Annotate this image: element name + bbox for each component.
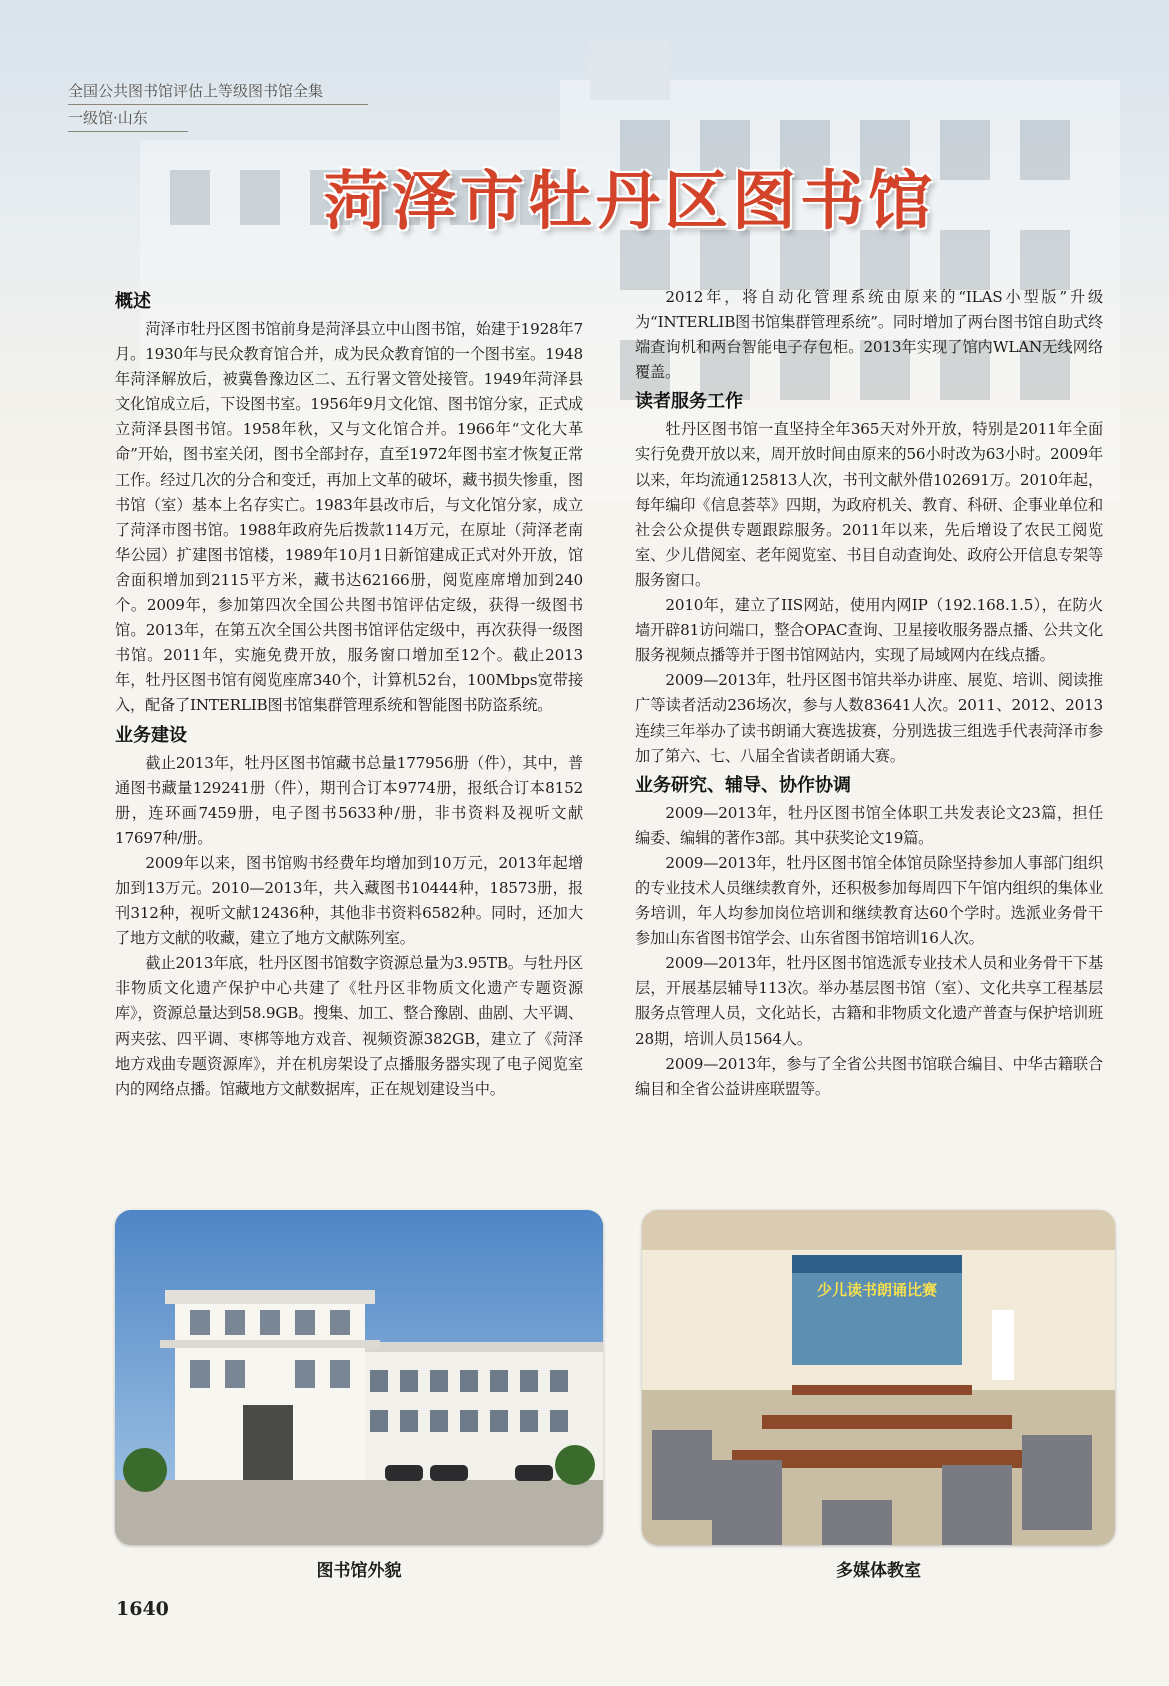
section-heading-reader-service: 读者服务工作 — [635, 391, 743, 413]
section-heading-research: 业务研究、辅导、协作协调 — [635, 774, 851, 796]
multimedia-classroom-photo — [642, 1210, 1115, 1545]
paragraph: 2010年，建立了IIS网站，使用内网IP（192.168.1.5），在防火墙开辟81访问端口，整合OPAC查询、卫星接收服务器点播、公共文化服务视频点播等并于图书馆网站内，实现了局域网内在线点播。 — [635, 596, 1103, 665]
paragraph: 2012年，将自动化管理系统由原来的“ILAS小型版”升级为“INTERLIB图书馆集群管理系统”。同时增加了两台图书馆自助式终端查询机和两台智能电子存包柜。2013年实现了馆内WLAN无线网络覆盖。 — [635, 288, 1103, 382]
series-title: 全国公共图书馆评估上等级图书馆全集 — [68, 78, 368, 105]
photo-caption-classroom: 多媒体教室 — [836, 1561, 921, 1581]
paragraph: 2009—2013年，参与了全省公共图书馆联合编目、中华古籍联合编目和全省公益讲座联盟等。 — [635, 1054, 1103, 1098]
paragraph: 截止2013年，牡丹区图书馆藏书总量177956册（件），其中，普通图书藏量129241册（件），期刊合订本9774册，报纸合订本8152册，连环画7459册，电子图书5633种/册，非书资料及视听文献17697种/册。 — [115, 753, 583, 847]
paragraph: 菏泽市牡丹区图书馆前身是菏泽县立中山图书馆，始建于1928年7月。1930年与民众教育馆合并，成为民众教育馆的一个图书室。1948年菏泽解放后，被冀鲁豫边区二、五行署文管处接管。1949年菏泽县文化馆成立后，下设图书室。1956年9月文化馆、图书馆分家，正式成立菏泽县图书馆。1958年秋，又与文化馆合并。1966年“文化大革命”开始，图书室关闭，图书全部封存，直至1972年图书室才恢复正常工作。经过几次的分合和变迁，再加上文革的破坏，藏书损失惨重，图书馆（室）基本上名存实亡。1983年县改市后，与文化馆分家，成立了菏泽市图书馆。1988年政府先后拨款114万元，在原址（菏泽老南华公园）扩建图书馆楼，1989年10月1日新馆建成正式对外开放，馆舍面积增加到2115平方米，藏书达62166册，阅览座席增加到240个。2009年，参加第四次全国公共图书馆评估定级，获得一级图书馆。2013年，在第五次全国公共图书馆评估定级中，再次获得一级图书馆。2011年，实施免费开放，服务窗口增加至12个。截止2013年，牡丹区图书馆有阅览座席340个，计算机52台，100Mbps宽带接入，配备了INTERLIB图书馆集群管理系统和智能图书防盗系统。 — [115, 320, 583, 715]
section-heading-business: 业务建设 — [115, 724, 187, 746]
section-heading-overview: 概述 — [115, 291, 151, 312]
paragraph: 2009—2013年，牡丹区图书馆全体馆员除坚持参加人事部门组织的专业技术人员继续教育外，还积极参加每周四下午馆内组织的集体业务培训，年人均参加岗位培训和继续教育达60个学时。选派业务骨干参加山东省图书馆学会、山东省图书馆培训16人次。 — [635, 853, 1103, 948]
page-number: 1640 — [116, 1598, 169, 1620]
photo-caption-exterior: 图书馆外貌 — [316, 1561, 402, 1581]
paragraph: 2009—2013年，牡丹区图书馆共举办讲座、展览、培训、阅读推广等读者活动236场次，参与人数83641人次。2011、2012、2013连续三年举办了读书朗诵大赛选拔赛，分别选拔三组选手代表菏泽市参加了第六、七、八届全省读者朗诵大赛。 — [635, 671, 1103, 765]
page-title: 菏泽市牡丹区图书馆 — [324, 165, 936, 239]
library-exterior-photo — [115, 1210, 603, 1545]
paragraph: 牡丹区图书馆一直坚持全年365天对外开放，特别是2011年全面实行免费开放以来，周开放时间由原来的56小时改为63小时。2009年以来，年均流通125813人次，书刊文献外借102691万。2010年起，每年编印《信息荟萃》四期，为政府机关、教育、科研、企事业单位和社会公众提供专题跟踪服务。2011年以来，先后增设了农民工阅览室、少儿借阅室、老年阅览室、书目自动查询处、政府公开信息专架等服务窗口。 — [635, 420, 1103, 589]
category-label: 一级馆·山东 — [68, 105, 188, 132]
running-head — [68, 78, 368, 132]
paragraph: 2009年以来，图书馆购书经费年均增加到10万元，2013年起增加到13万元。2010—2013年，共入藏图书10444种，18573册，报刊312种，视听文献12436种，其他非书资料6582种。同时，还加大了地方文献的收藏，建立了地方文献陈列室。 — [115, 853, 583, 948]
paragraph: 2009—2013年，牡丹区图书馆全体职工共发表论文23篇，担任编委、编辑的著作3部。其中获奖论文19篇。 — [635, 803, 1103, 847]
banner-text: 少儿读书朗诵比赛 — [816, 1281, 938, 1299]
left-column — [115, 285, 583, 1102]
paragraph: 截止2013年底，牡丹区图书馆数字资源总量为3.95TB。与牡丹区非物质文化遗产保护中心共建了《牡丹区非物质文化遗产专题资源库》，资源总量达到58.9GB。搜集、加工、整合豫剧、曲剧、大平调、两夹弦、四平调、枣梆等地方戏音、视频资源382GB，建立了《菏泽地方戏曲专题资源库》，并在机房架设了点播服务器实现了电子阅览室内的网络点播。馆藏地方文献数据库，正在规划建设当中。 — [115, 954, 583, 1098]
right-column — [635, 285, 1103, 1102]
paragraph: 2009—2013年，牡丹区图书馆选派专业技术人员和业务骨干下基层，开展基层辅导113次。举办基层图书馆（室）、文化共享工程基层服务点管理人员，文化站长，古籍和非物质文化遗产普查与保护培训班28期，培训人员1564人。 — [635, 954, 1103, 1048]
